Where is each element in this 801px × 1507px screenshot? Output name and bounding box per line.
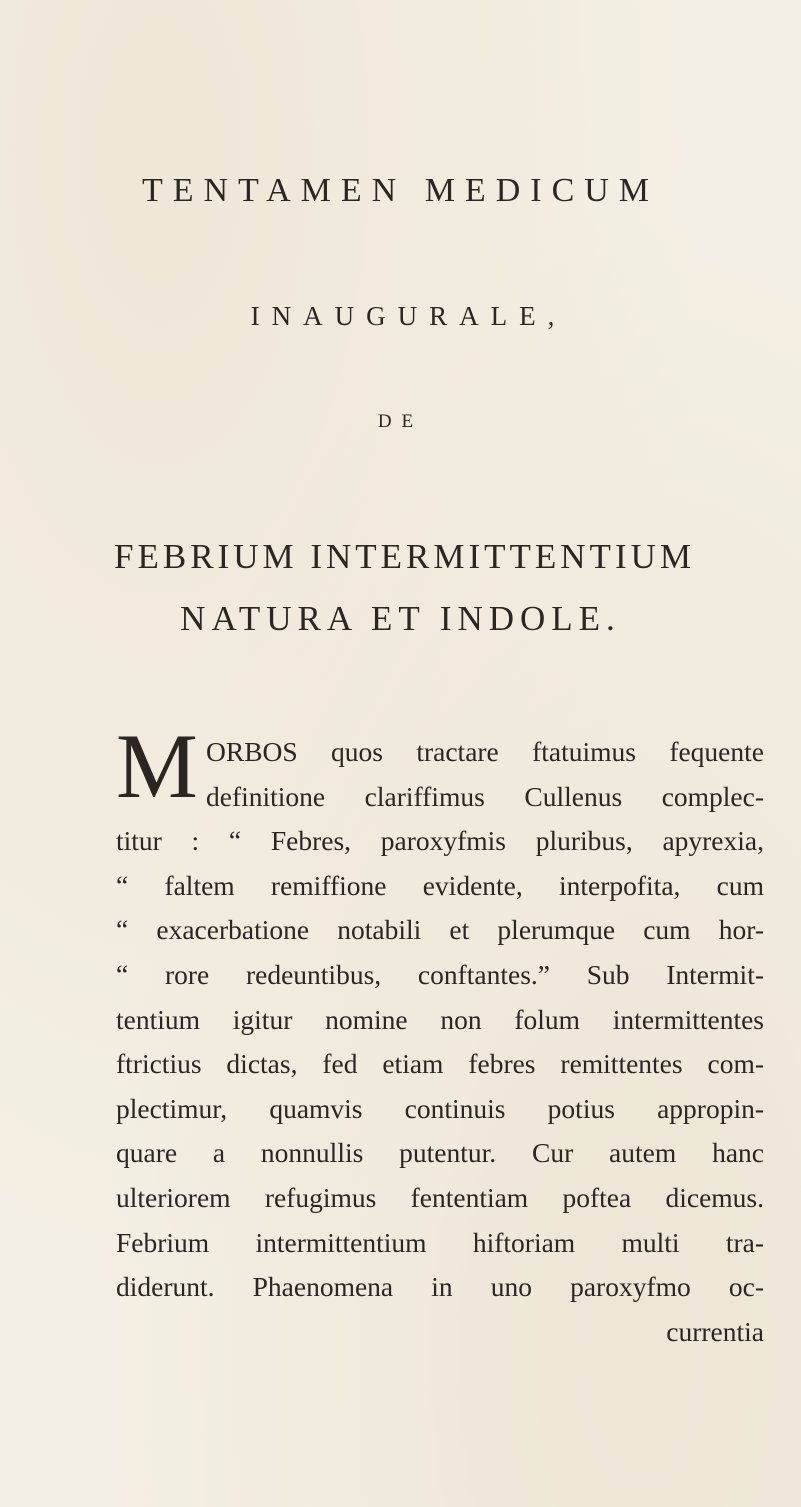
title-tentamen-medicum: TENTAMEN MEDICUM <box>141 172 660 209</box>
text-line: Febrium intermittentium hiftoriam multi tra- <box>116 1226 764 1258</box>
text-line: tentium igitur nomine non folum intermittentes <box>116 1003 764 1035</box>
catchword: currentia <box>666 1315 764 1347</box>
title-febrium-intermittentium: FEBRIUM INTERMITTENTIUM <box>114 537 695 576</box>
text-line: ulteriorem refugimus fententiam poftea dicemus. <box>116 1181 764 1213</box>
title-natura-et-indole: NATURA ET INDOLE. <box>180 599 621 638</box>
title-inaugurale: INAUGURALE, <box>250 301 567 331</box>
drop-cap-letter: M <box>116 726 198 810</box>
text-line: diderunt. Phaenomena in uno paroxyfmo oc- <box>116 1271 764 1303</box>
text-line: plectimur, quamvis continuis potius appropin- <box>116 1092 764 1124</box>
body-paragraph <box>116 730 764 1354</box>
text-line: ORBOS quos tractare ftatuimus fequente <box>206 736 764 767</box>
title-de: DE <box>377 411 424 432</box>
text-line: titur : “ Febres, paroxyfmis pluribus, apyrexia, <box>116 825 764 857</box>
text-line: ftrictius dictas, fed etiam febres remittentes com- <box>116 1048 764 1080</box>
text-line: definitione clariffimus Cullenus complec- <box>206 780 764 812</box>
text-line: “ exacerbatione notabili et plerumque cum hor- <box>116 914 764 946</box>
text-line: quare a nonnullis putentur. Cur autem hanc <box>116 1137 764 1169</box>
text-line: “ rore redeuntibus, conftantes.” Sub Intermit- <box>116 958 764 990</box>
text-line: “ faltem remiffione evidente, interpofita, cum <box>116 869 764 901</box>
